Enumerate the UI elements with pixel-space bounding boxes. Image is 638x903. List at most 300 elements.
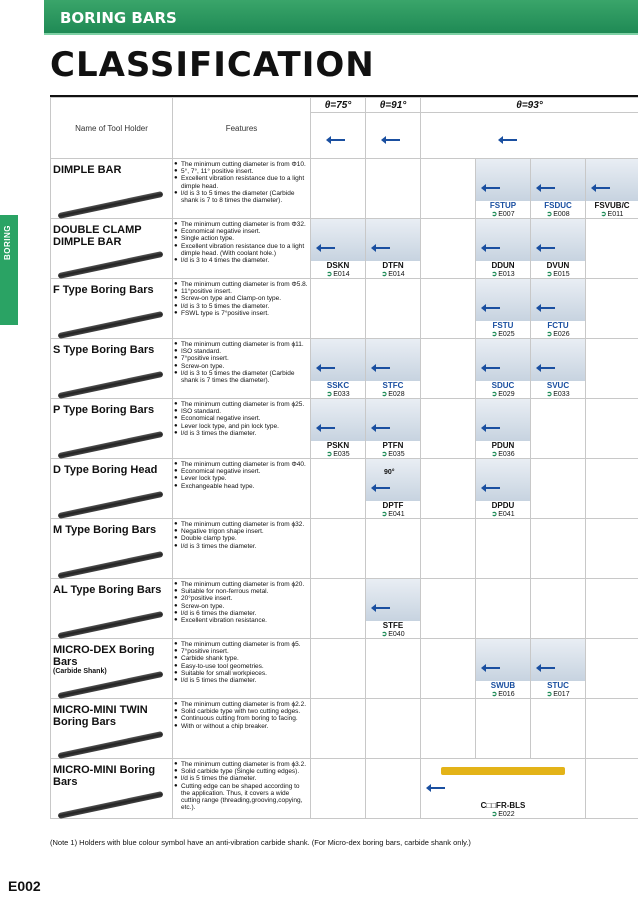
feature-item: ● Continuous cutting from boring to facing.: [181, 715, 308, 722]
feature-item: ● Excellent vibration resistance due to a light dimple head. (With coolant hole.): [181, 243, 308, 257]
tool-holder-name-cell: [51, 579, 173, 639]
tool-holder-name-cell: [51, 399, 173, 459]
empty-cell: [366, 759, 421, 819]
tool-holder-name: MICRO-MINI Boring Bars: [53, 764, 156, 788]
empty-cell: [586, 579, 638, 639]
illustration-75: [311, 113, 366, 159]
boring-bar-image: [58, 551, 164, 579]
holder-code[interactable]: DSKN: [326, 261, 350, 270]
tool-holder-subname: (Carbide Shank): [53, 668, 107, 675]
feed-arrow-icon: [484, 187, 500, 189]
arrow-circle-icon: ➲: [546, 211, 553, 218]
empty-cell: [421, 399, 476, 459]
page-reference[interactable]: [531, 210, 585, 218]
feature-item: ● Lever lock type, and pin lock type.: [181, 423, 308, 430]
holder-cell: [366, 459, 421, 519]
feature-item: ● The minimum cutting diameter is from Φ32.: [181, 221, 308, 228]
holder-cell: [531, 159, 586, 219]
tool-holder-name-cell: [51, 759, 173, 819]
feature-item: ● Economical negative insert.: [181, 228, 308, 235]
illustration-93: [421, 113, 638, 159]
table-row: [51, 579, 638, 639]
page-reference-number: E007: [498, 211, 515, 218]
holder-illustration: [531, 339, 585, 381]
features-cell: [173, 219, 311, 279]
feed-arrow-icon: [539, 307, 555, 309]
page-reference[interactable]: [366, 270, 420, 278]
empty-cell: [531, 699, 586, 759]
page-reference-number: E011: [607, 211, 624, 218]
arrow-circle-icon: ➲: [491, 331, 498, 338]
feature-item: ● The minimum cutting diameter is from ϕ20.: [181, 581, 308, 588]
column-name-header: Name of Tool Holder: [51, 98, 173, 159]
feature-item: ● Economical negative insert.: [181, 415, 308, 422]
table-row: [51, 459, 638, 519]
arrow-circle-icon: ➲: [546, 391, 553, 398]
empty-cell: [476, 579, 531, 639]
holder-code[interactable]: DDUN: [491, 261, 515, 270]
feed-arrow-icon: [319, 247, 335, 249]
feature-item: ● The minimum cutting diameter is from Φ10.: [181, 161, 308, 168]
feature-item: ● l/d is 5 times the diameter.: [181, 677, 308, 684]
page-reference-number: E035: [333, 451, 350, 458]
holder-cell: [476, 339, 531, 399]
empty-cell: [586, 759, 638, 819]
page-reference[interactable]: [476, 270, 530, 278]
page-reference-number: E014: [388, 271, 405, 278]
empty-cell: [586, 339, 638, 399]
feature-item: ● Suitable for non-ferrous metal.: [181, 588, 308, 595]
page-reference-number: E035: [388, 451, 405, 458]
holder-cell: [531, 339, 586, 399]
feed-arrow-icon: [484, 427, 500, 429]
page-reference[interactable]: [366, 510, 420, 518]
illustration-91: [366, 113, 421, 159]
features-cell: [173, 639, 311, 699]
features-cell: [173, 279, 311, 339]
holder-code[interactable]: STFC: [382, 381, 404, 390]
feature-item: ● The minimum cutting diameter is from ϕ2.2.: [181, 701, 308, 708]
arrow-circle-icon: ➲: [546, 331, 553, 338]
page-reference[interactable]: [531, 270, 585, 278]
empty-cell: [421, 279, 476, 339]
empty-cell: [366, 279, 421, 339]
page-reference-number: E040: [388, 631, 405, 638]
page-reference[interactable]: [531, 330, 585, 338]
page-reference[interactable]: [311, 450, 365, 458]
holder-cell: [311, 399, 366, 459]
feature-item: ● 11°positive insert.: [181, 288, 308, 295]
holder-cell: [476, 459, 531, 519]
feature-item: ● FSWL type is 7°positive insert.: [181, 310, 308, 317]
feature-item: ● 5°, 7°, 11° positive insert.: [181, 168, 308, 175]
feed-arrow-icon: [594, 187, 610, 189]
page-reference[interactable]: [531, 690, 585, 698]
boring-bar-image: [58, 371, 164, 399]
empty-cell: [421, 699, 476, 759]
column-features-header: Features: [173, 98, 311, 159]
feature-item: ● l/d is 3 to 5 times the diameter (Carbide shank is 7 to 8 times the diameter).: [181, 190, 308, 204]
holder-cell: [311, 339, 366, 399]
feed-arrow-icon: [484, 247, 500, 249]
page-reference-number: E029: [498, 391, 515, 398]
page-reference[interactable]: [366, 450, 420, 458]
empty-cell: [586, 459, 638, 519]
sidebar: [0, 0, 44, 903]
holder-illustration: [476, 339, 530, 381]
empty-cell: [586, 639, 638, 699]
arrow-circle-icon: ➲: [326, 271, 333, 278]
page-reference-number: E026: [553, 331, 570, 338]
empty-cell: [476, 519, 531, 579]
feed-arrow-icon: [384, 139, 400, 141]
holder-illustration: [586, 159, 638, 201]
micro-mini-bar-image: [441, 767, 565, 775]
tool-holder-name-cell: [51, 519, 173, 579]
page-reference[interactable]: [476, 690, 530, 698]
tool-holder-name: D Type Boring Head: [53, 464, 158, 476]
boring-bar-image: [58, 731, 164, 759]
holder-code[interactable]: DPDU: [491, 501, 515, 510]
feed-arrow-icon: [319, 367, 335, 369]
empty-cell: [586, 219, 638, 279]
tool-holder-name-cell: [51, 279, 173, 339]
side-tab: [0, 215, 18, 325]
arrow-circle-icon: ➲: [326, 451, 333, 458]
arrow-circle-icon: ➲: [491, 211, 498, 218]
page-reference[interactable]: [421, 810, 585, 818]
tool-holder-name: P Type Boring Bars: [53, 404, 155, 416]
arrow-circle-icon: ➲: [491, 451, 498, 458]
tool-holder-name-cell: [51, 459, 173, 519]
holder-code[interactable]: PDUN: [491, 441, 515, 450]
feature-item: ● ISO standard.: [181, 408, 308, 415]
features-cell: [173, 759, 311, 819]
empty-cell: [421, 159, 476, 219]
feature-item: ● Solid carbide type with two cutting edges.: [181, 708, 308, 715]
tool-holder-name: F Type Boring Bars: [53, 284, 154, 296]
empty-cell: [421, 639, 476, 699]
holder-code[interactable]: SSKC: [326, 381, 350, 390]
page-reference-number: E008: [553, 211, 570, 218]
page-reference-number: E022: [498, 811, 515, 818]
empty-cell: [421, 519, 476, 579]
arrow-circle-icon: ➲: [381, 391, 388, 398]
table-row: [51, 159, 638, 219]
holder-illustration: [311, 399, 365, 441]
page-reference-number: E016: [498, 691, 515, 698]
header-band: [44, 0, 638, 33]
holder-code[interactable]: SWUB: [490, 681, 516, 690]
empty-cell: [311, 699, 366, 759]
arrow-circle-icon: ➲: [326, 391, 333, 398]
page-reference[interactable]: [476, 450, 530, 458]
holder-cell: [366, 219, 421, 279]
empty-cell: [311, 459, 366, 519]
feature-item: ● Negative trigon shape insert.: [181, 528, 308, 535]
features-cell: [173, 159, 311, 219]
table-row: [51, 519, 638, 579]
feed-arrow-icon: [539, 667, 555, 669]
feature-item: ● The minimum cutting diameter is from ϕ5.: [181, 641, 308, 648]
boring-bar-image: [58, 431, 164, 459]
holder-illustration: [531, 159, 585, 201]
angle-75: θ=75°: [311, 98, 366, 113]
holder-cell: [476, 159, 531, 219]
page-reference-number: E017: [553, 691, 570, 698]
holder-cell: [421, 759, 586, 819]
holder-cell: [366, 579, 421, 639]
feature-item: ● Screw-on type and Clamp-on type.: [181, 295, 308, 302]
table-row: [51, 399, 638, 459]
feed-arrow-icon: [539, 247, 555, 249]
footnote: (Note 1) Holders with blue colour symbol have an anti-vibration carbide shank. (For Micro-dex boring bars, carbide shank only.): [50, 838, 471, 847]
holder-cell: [531, 219, 586, 279]
arrow-circle-icon: ➲: [491, 391, 498, 398]
empty-cell: [476, 699, 531, 759]
features-cell: [173, 459, 311, 519]
holder-illustration: [311, 339, 365, 381]
page-reference[interactable]: [476, 510, 530, 518]
page-reference-number: E041: [498, 511, 515, 518]
holder-code[interactable]: FSVUB/C: [594, 201, 630, 210]
empty-cell: [311, 159, 366, 219]
arrow-circle-icon: ➲: [381, 271, 388, 278]
holder-code[interactable]: FSTU: [492, 321, 514, 330]
feature-item: ● l/d is 5 times the diameter.: [181, 775, 308, 782]
holder-illustration: [366, 579, 420, 621]
holder-cell: [476, 639, 531, 699]
feature-item: ● l/d is 3 to 4 times the diameter.: [181, 257, 308, 264]
holder-cell: [476, 279, 531, 339]
table-row: [51, 759, 638, 819]
features-cell: [173, 339, 311, 399]
empty-cell: [311, 759, 366, 819]
holder-cell: [531, 639, 586, 699]
feed-arrow-icon: [484, 367, 500, 369]
arrow-circle-icon: ➲: [546, 271, 553, 278]
holder-code[interactable]: C□□FR-BLS: [480, 801, 526, 810]
page-reference[interactable]: [531, 390, 585, 398]
feature-item: ● Screw-on type.: [181, 363, 308, 370]
holder-illustration: [531, 279, 585, 321]
holder-illustration: [476, 219, 530, 261]
holder-code[interactable]: DPTF: [382, 501, 404, 510]
feature-item: ● Suitable for small workpieces.: [181, 670, 308, 677]
feature-item: ● 7°positive insert.: [181, 355, 308, 362]
holder-illustration: [476, 459, 530, 501]
table-row: [51, 639, 638, 699]
arrow-circle-icon: ➲: [491, 271, 498, 278]
holder-illustration: [531, 219, 585, 261]
holder-code[interactable]: PSKN: [326, 441, 350, 450]
boring-bar-image: [58, 251, 164, 279]
section-title: BORING BARS: [60, 9, 177, 27]
page-reference-number: E033: [553, 391, 570, 398]
page-reference-number: E036: [498, 451, 515, 458]
feed-arrow-icon: [374, 427, 390, 429]
page-reference-number: E033: [333, 391, 350, 398]
page-reference-number: E025: [498, 331, 515, 338]
feed-arrow-icon: [374, 247, 390, 249]
holder-illustration: [531, 639, 585, 681]
empty-cell: [421, 219, 476, 279]
boring-bar-image: [58, 311, 164, 339]
features-cell: [173, 399, 311, 459]
boring-bar-image: [58, 671, 164, 699]
empty-cell: [586, 279, 638, 339]
page-reference-number: E013: [498, 271, 515, 278]
page-title: CLASSIFICATION: [50, 45, 375, 85]
arrow-circle-icon: ➲: [381, 451, 388, 458]
tool-holder-name: S Type Boring Bars: [53, 344, 155, 356]
feed-arrow-icon: [319, 427, 335, 429]
feature-item: ● The minimum cutting diameter is from ϕ25.: [181, 401, 308, 408]
feature-item: ● 7°positive insert.: [181, 648, 308, 655]
empty-cell: [531, 459, 586, 519]
page-reference[interactable]: [476, 390, 530, 398]
tool-holder-name: AL Type Boring Bars: [53, 584, 162, 596]
feed-arrow-icon: [484, 667, 500, 669]
feature-item: ● Solid carbide type (Single cutting edges).: [181, 768, 308, 775]
empty-cell: [421, 339, 476, 399]
feature-item: ● l/d is 3 times the diameter.: [181, 430, 308, 437]
side-tab-label: BORING: [3, 225, 12, 260]
feed-arrow-icon: [374, 487, 390, 489]
feed-arrow-icon: [484, 487, 500, 489]
holder-cell: [476, 399, 531, 459]
tool-holder-name-cell: [51, 159, 173, 219]
table-row: [51, 279, 638, 339]
page-reference[interactable]: [366, 630, 420, 638]
angle-91: θ=91°: [366, 98, 421, 113]
holder-code[interactable]: SDUC: [491, 381, 515, 390]
feature-item: ● l/d is 3 to 5 times the diameter.: [181, 303, 308, 310]
holder-code[interactable]: DTFN: [382, 261, 404, 270]
table-row: [51, 219, 638, 279]
holder-code[interactable]: SVUC: [546, 381, 570, 390]
arrow-circle-icon: ➲: [491, 811, 498, 818]
feature-item: ● The minimum cutting diameter is from ϕ11.: [181, 341, 308, 348]
table-row: [51, 339, 638, 399]
feature-item: ● Lever lock type.: [181, 475, 308, 482]
holder-code[interactable]: STUC: [547, 681, 569, 690]
arrow-circle-icon: ➲: [381, 511, 388, 518]
tool-holder-name: MICRO-DEX Boring Bars: [53, 644, 155, 668]
holder-code[interactable]: FSDUC: [544, 201, 572, 210]
feature-item: ● Single action type.: [181, 235, 308, 242]
tool-holder-name: M Type Boring Bars: [53, 524, 157, 536]
table-row: [51, 699, 638, 759]
page-reference[interactable]: [476, 210, 530, 218]
feed-arrow-icon: [539, 187, 555, 189]
features-cell: [173, 699, 311, 759]
page-reference[interactable]: [311, 270, 365, 278]
tool-holder-name-cell: [51, 699, 173, 759]
empty-cell: [366, 639, 421, 699]
holder-code[interactable]: STFE: [382, 621, 404, 630]
feature-item: ● Easy-to-use tool geometries.: [181, 663, 308, 670]
tool-holder-name: MICRO-MINI TWIN Boring Bars: [53, 704, 148, 728]
holder-cell: [476, 219, 531, 279]
holder-illustration: [366, 339, 420, 381]
holder-cell: [311, 219, 366, 279]
feature-item: ● Economical negative insert.: [181, 468, 308, 475]
feature-item: ● Excellent vibration resistance.: [181, 617, 308, 624]
holder-cell: [531, 279, 586, 339]
holder-illustration: [366, 459, 420, 501]
arrow-circle-icon: ➲: [491, 511, 498, 518]
boring-bar-image: [58, 491, 164, 519]
holder-cell: [586, 159, 638, 219]
page-reference[interactable]: [311, 390, 365, 398]
feature-item: ● Cutting edge can be shaped according to the application. Thus, it covers a wide cutting range (threading,grooving,copying, etc.).: [181, 783, 308, 812]
holder-illustration: [366, 219, 420, 261]
holder-code[interactable]: PTFN: [382, 441, 404, 450]
page-reference[interactable]: [586, 210, 638, 218]
empty-cell: [366, 519, 421, 579]
feed-arrow-icon: [329, 139, 345, 141]
tool-holder-name: DIMPLE BAR: [53, 164, 122, 176]
feature-item: ● l/d is 3 times the diameter.: [181, 543, 308, 550]
empty-cell: [311, 579, 366, 639]
empty-cell: [531, 579, 586, 639]
arrow-circle-icon: ➲: [381, 631, 388, 638]
feature-item: ● The minimum cutting diameter is from ϕ3.2.: [181, 761, 308, 768]
feature-item: ● Excellent vibration resistance due to a light dimple head.: [181, 175, 308, 189]
page-reference[interactable]: [476, 330, 530, 338]
holder-illustration: [476, 399, 530, 441]
arrow-circle-icon: ➲: [546, 691, 553, 698]
empty-cell: [311, 639, 366, 699]
boring-bar-image: [58, 611, 164, 639]
header-rule: [44, 33, 638, 35]
holder-cell: [366, 399, 421, 459]
feature-item: ● 20°positive insert.: [181, 595, 308, 602]
empty-cell: [586, 519, 638, 579]
feature-item: ● l/d is 3 to 5 times the diameter (Carbide shank is 7 times the diameter).: [181, 370, 308, 384]
tool-holder-name-cell: [51, 219, 173, 279]
holder-illustration: [476, 279, 530, 321]
feature-item: ● The minimum cutting diameter is from Φ40.: [181, 461, 308, 468]
empty-cell: [366, 159, 421, 219]
angle-label: 90°: [384, 469, 395, 476]
boring-bar-image: [58, 191, 164, 219]
holder-code[interactable]: FSTUP: [489, 201, 517, 210]
header-row: [51, 98, 638, 113]
feed-arrow-icon: [374, 367, 390, 369]
holder-code[interactable]: DVUN: [546, 261, 570, 270]
empty-cell: [421, 579, 476, 639]
holder-illustration: [476, 159, 530, 201]
page-reference-number: E014: [333, 271, 350, 278]
page-reference-number: E028: [388, 391, 405, 398]
holder-code[interactable]: FCTU: [547, 321, 569, 330]
features-cell: [173, 519, 311, 579]
angle-93: θ=93°: [421, 98, 638, 113]
feature-item: ● Double clamp type.: [181, 535, 308, 542]
tool-holder-name: DOUBLE CLAMP DIMPLE BAR: [53, 224, 142, 248]
feed-arrow-icon: [484, 307, 500, 309]
page-reference[interactable]: [366, 390, 420, 398]
page-number: E002: [8, 878, 41, 894]
empty-cell: [586, 399, 638, 459]
feature-item: ● ISO standard.: [181, 348, 308, 355]
tool-holder-name-cell: [51, 639, 173, 699]
page-reference-number: E015: [553, 271, 570, 278]
arrow-circle-icon: ➲: [600, 211, 607, 218]
empty-cell: [531, 399, 586, 459]
